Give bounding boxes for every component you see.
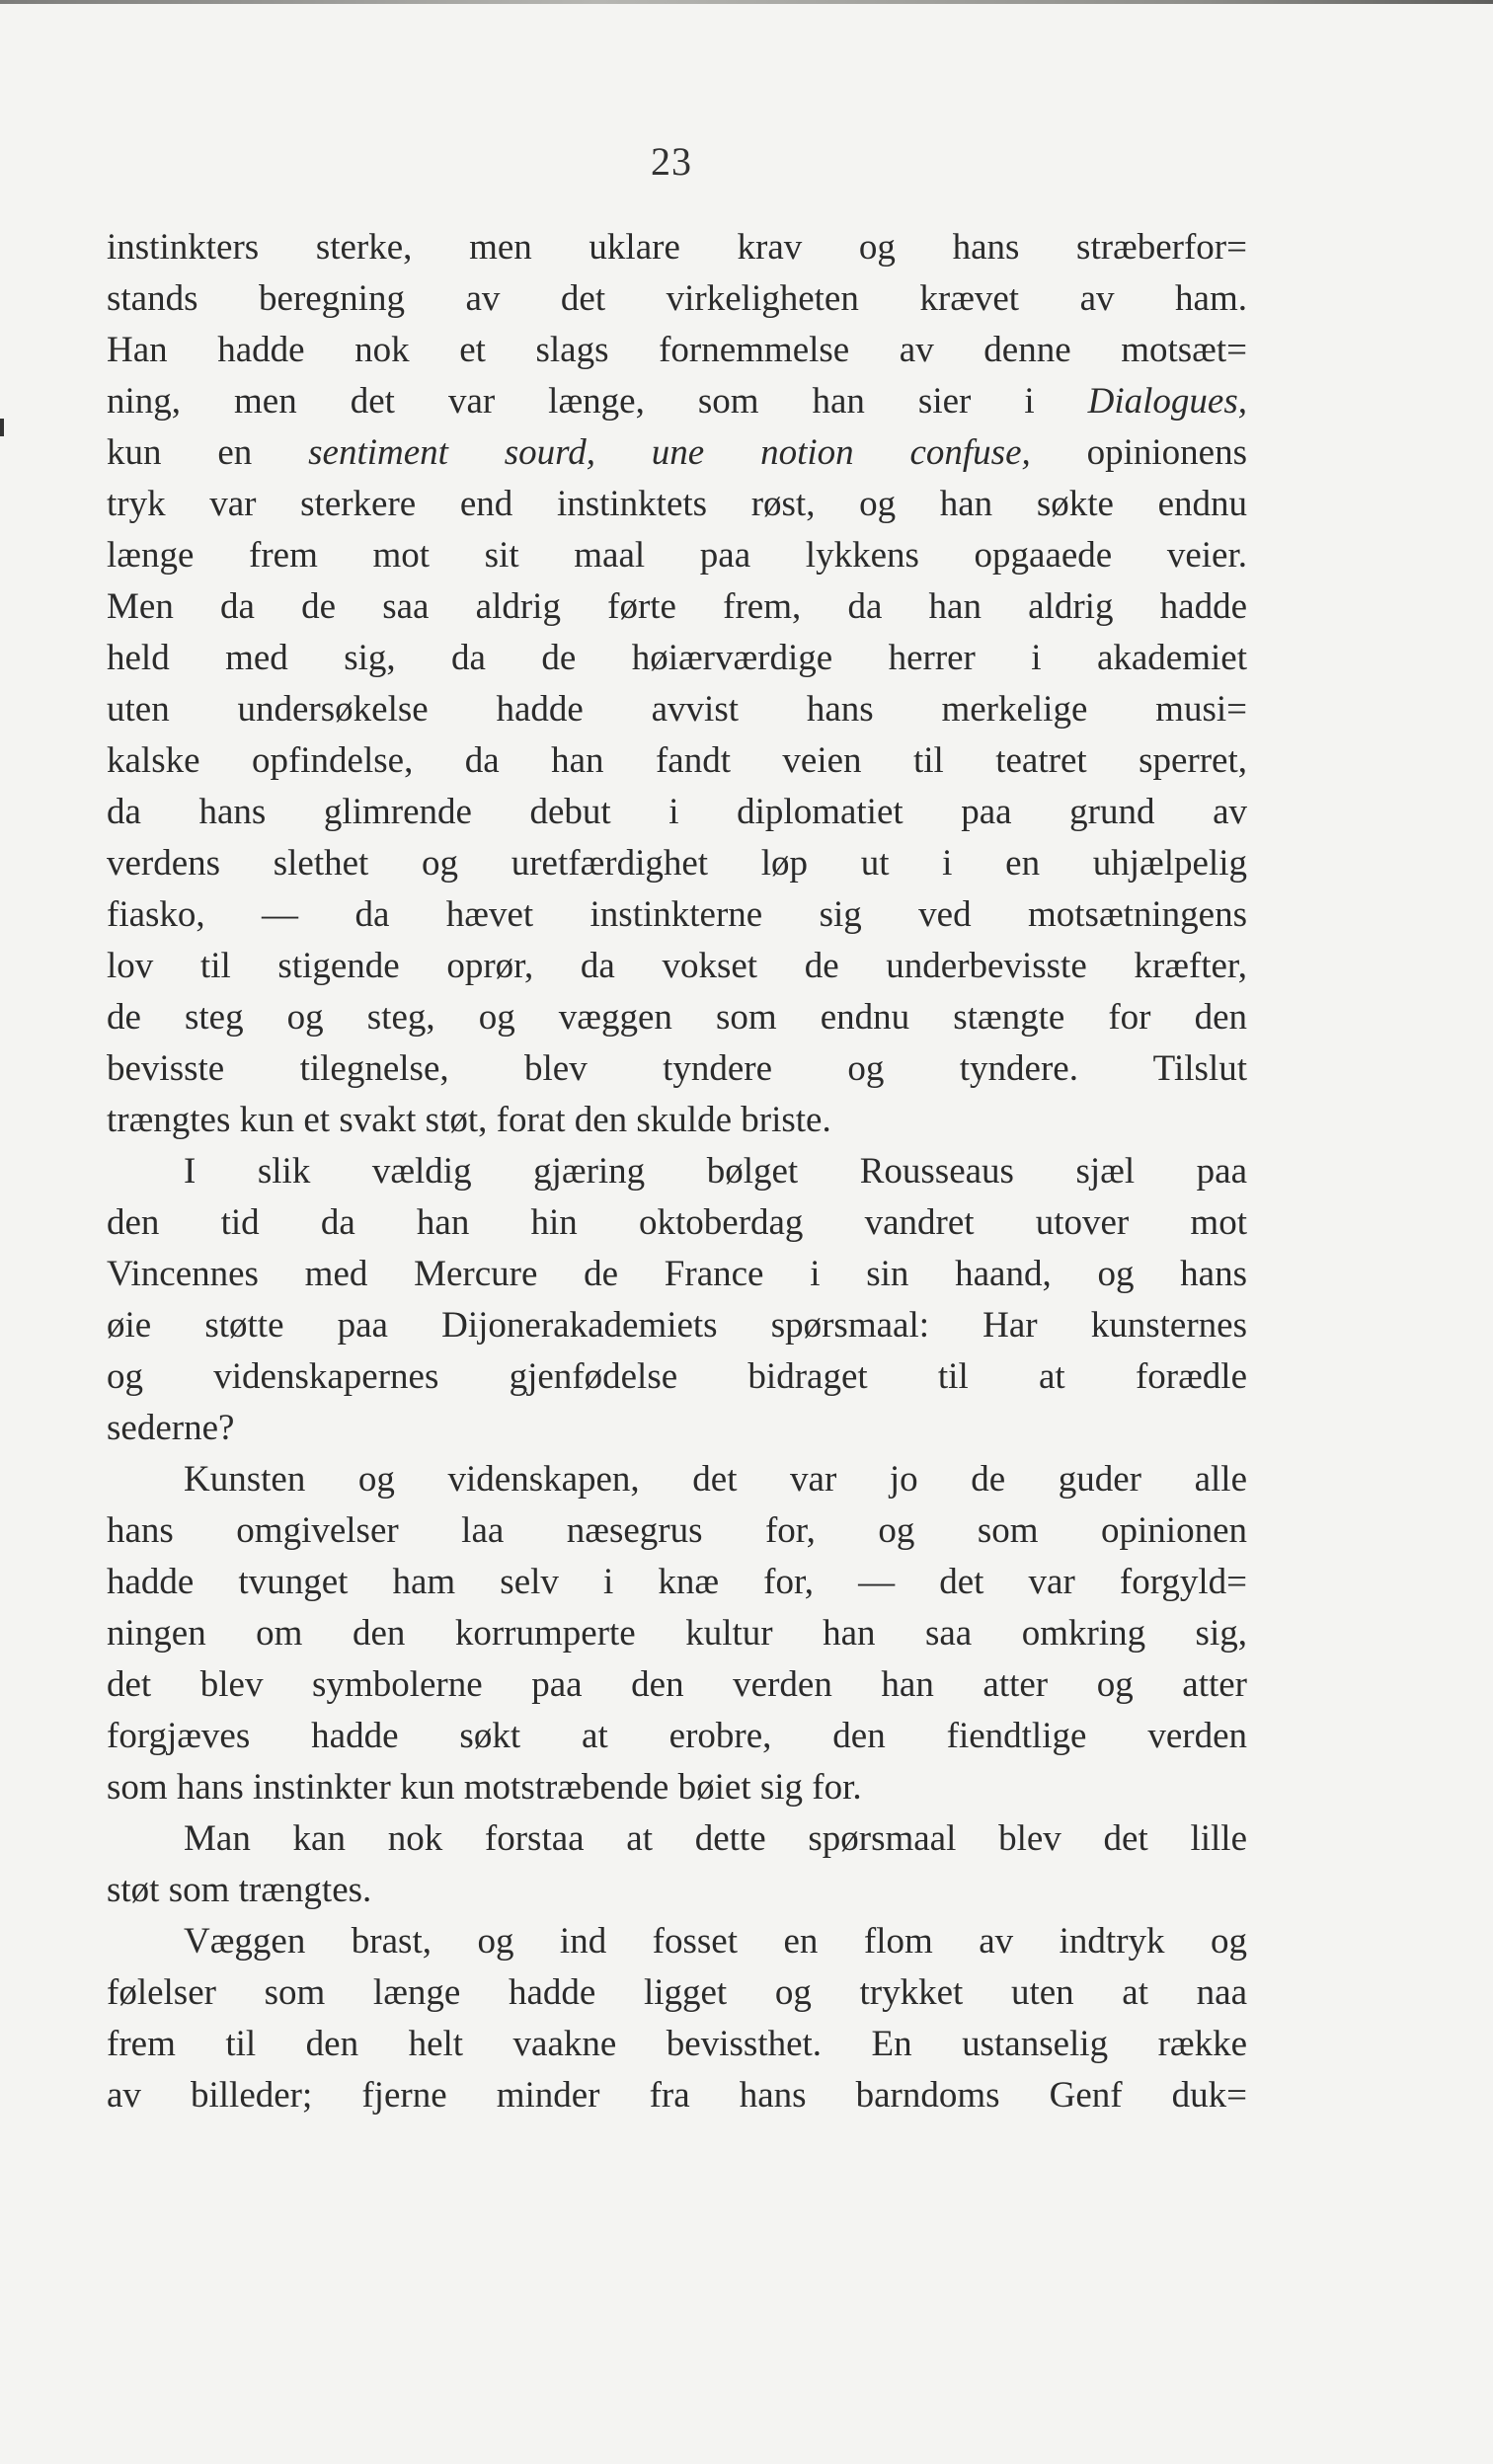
text-line: Kunsten og videnskapen, det var jo de guder alle: [184, 1459, 1247, 1500]
text-line: instinkters sterke, men uklare krav og hans stræberfor=: [107, 227, 1247, 268]
text-line: held med sig, da de høiærværdige herrer i akademiet: [107, 638, 1247, 678]
text-line: hans omgivelser laa næsegrus for, og som opinionen: [107, 1510, 1247, 1551]
text-line-part: ning, men det var længe, som han sier i: [107, 381, 1088, 422]
italic-phrase: sentiment sourd, une notion confuse,: [308, 432, 1031, 473]
text-line: de steg og steg, og væggen som endnu stængte for den: [107, 997, 1247, 1038]
text-line: Men da de saa aldrig førte frem, da han aldrig hadde: [107, 586, 1247, 627]
text-line: I slik vældig gjæring bølget Rousseaus sjæl paa: [184, 1151, 1247, 1192]
text-line: stands beregning av det virkeligheten krævet av ham.: [107, 278, 1247, 319]
text-line: [107, 376, 1247, 427]
text-line: trængtes kun et svakt støt, forat den skulde briste.: [107, 1100, 831, 1140]
text-line: uten undersøkelse hadde avvist hans merkelige musi=: [107, 689, 1247, 730]
text-line: Vincennes med Mercure de France i sin haand, og hans: [107, 1254, 1247, 1294]
text-line: som hans instinkter kun motstræbende bøiet sig for.: [107, 1767, 862, 1808]
italic-title: Dialogues,: [1087, 381, 1247, 422]
text-line: den tid da han hin oktoberdag vandret utover mot: [107, 1202, 1247, 1243]
text-line: øie støtte paa Dijonerakademiets spørsmaal: Har kunsternes: [107, 1305, 1247, 1346]
text-line: følelser som længe hadde ligget og trykket uten at naa: [107, 1972, 1247, 2013]
text-line: fiasko, — da hævet instinkterne sig ved motsætningens: [107, 894, 1247, 935]
text-line: frem til den helt vaakne bevissthet. En ustanselig række: [107, 2024, 1247, 2064]
margin-mark: [0, 419, 4, 436]
text-line: ningen om den korrumperte kultur han saa omkring sig,: [107, 1613, 1247, 1654]
text-line: hadde tvunget ham selv i knæ for, — det var forgyld=: [107, 1562, 1247, 1602]
text-line: det blev symbolerne paa den verden han atter og atter: [107, 1664, 1247, 1705]
text-line: tryk var sterkere end instinktets røst, og han søkte endnu: [107, 484, 1247, 524]
text-line: bevisste tilegnelse, blev tyndere og tyndere. Tilslut: [107, 1048, 1247, 1089]
text-line: sederne?: [107, 1408, 235, 1448]
text-line: forgjæves hadde søkt at erobre, den fiendtlige verden: [107, 1716, 1247, 1756]
text-line-part: opinionens: [1030, 432, 1247, 473]
text-line: lov til stigende oprør, da vokset de underbevisste kræfter,: [107, 946, 1247, 986]
text-line: verdens slethet og uretfærdighet løp ut i en uhjælpelig: [107, 843, 1247, 884]
text-line: og videnskapernes gjenfødelse bidraget til at forædle: [107, 1356, 1247, 1397]
text-line: Væggen brast, og ind fosset en flom av indtryk og: [184, 1921, 1247, 1962]
text-line: længe frem mot sit maal paa lykkens opgaaede veier.: [107, 535, 1247, 576]
page-top-edge: [0, 0, 1493, 4]
text-line: av billeder; fjerne minder fra hans barndoms Genf duk=: [107, 2075, 1247, 2116]
text-line-part: kun en: [107, 432, 309, 473]
text-line: da hans glimrende debut i diplomatiet paa grund av: [107, 792, 1247, 832]
body-text: [107, 222, 1247, 2121]
page-number: 23: [651, 139, 692, 184]
text-line: kalske opfindelse, da han fandt veien til teatret sperret,: [107, 740, 1247, 781]
text-line: Han hadde nok et slags fornemmelse av denne motsæt=: [107, 330, 1247, 370]
text-line: [107, 427, 1247, 479]
text-line: støt som trængtes.: [107, 1870, 372, 1910]
text-line: Man kan nok forstaa at dette spørsmaal blev det lille: [184, 1818, 1247, 1859]
